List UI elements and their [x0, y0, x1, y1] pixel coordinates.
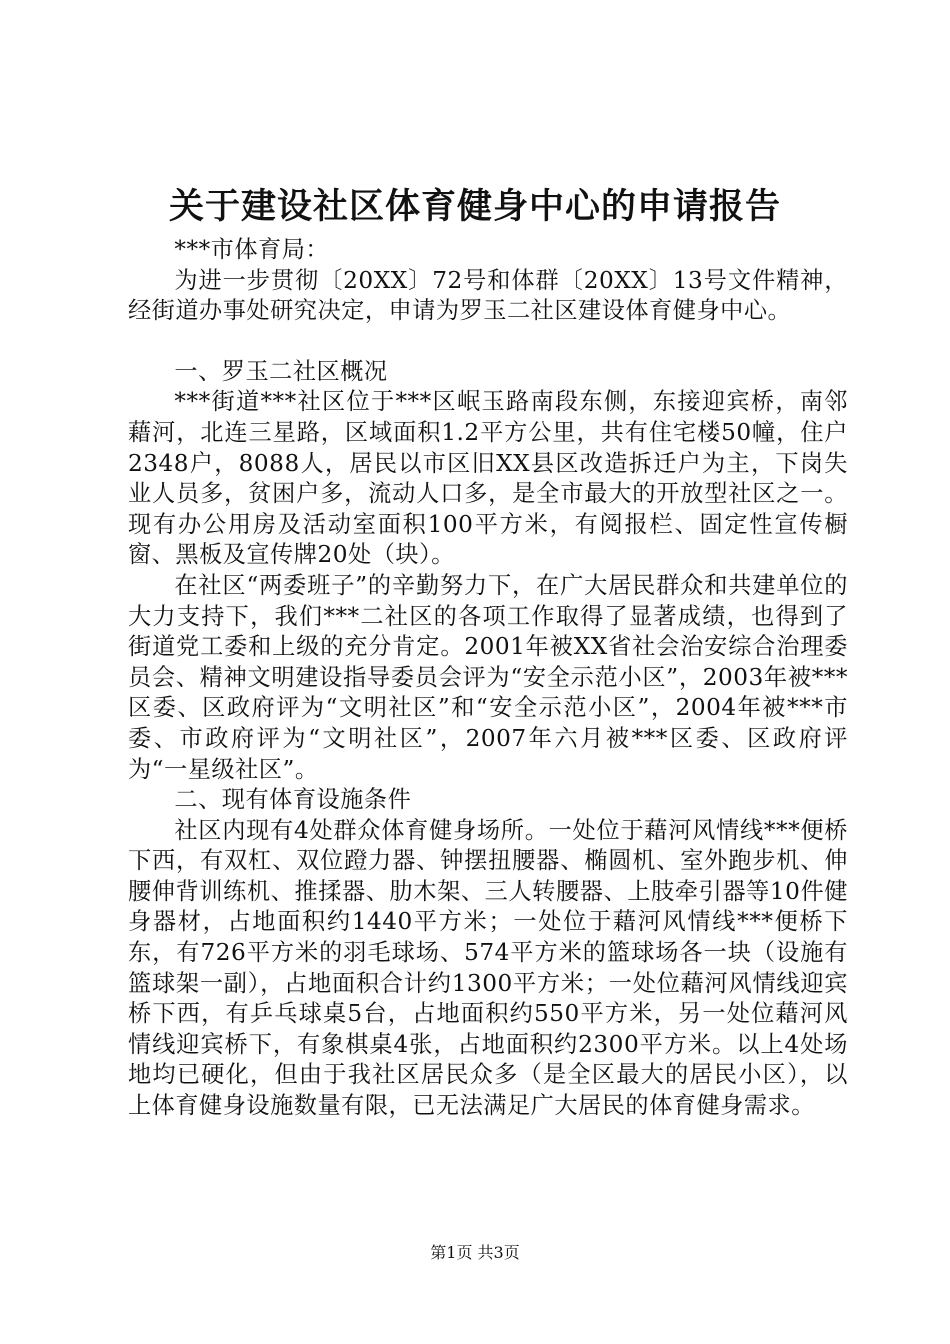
- paragraph-facilities: 社区内现有4处群众体育健身场所。一处位于藉河风情线***便桥下西，有双杠、双位蹬力器、钟摆扭腰器、椭圆机、室外跑步机、伸腰伸背训练机、推揉器、肋木架、三人转腰器、上肢牵引器等10件健身器材，占地面积约1440平方米；一处位于藉河风情线***便桥下东，有726平方米的羽毛球场、574平方米的篮球场各一块（设施有篮球架一副），占地面积合计约1300平方米；一处位藉河风情线迎宾桥下西，有乒乓球桌5台，占地面积约550平方米，另一处位藉河风情线迎宾桥下，有象棋桌4张，占地面积约2300平方米。以上4处场地均已硬化，但由于我社区居民众多（是全区最大的居民小区），以上体育健身设施数量有限，已无法满足广大居民的体育健身需求。: [128, 816, 848, 1120]
- document-title: 关于建设社区体育健身中心的申请报告: [168, 186, 781, 227]
- page-footer: 第1页 共3页: [430, 1243, 520, 1262]
- section-heading-2: 二、现有体育设施条件: [174, 786, 412, 814]
- section-heading-1: 一、罗玉二社区概况: [174, 357, 388, 385]
- paragraph-overview: ***街道***社区位于***区岷玉路南段东侧，东接迎宾桥，南邻藉河，北连三星路，区域面积1.2平方公里，共有住宅楼50幢，住户2348户，8088人，居民以市区旧XX县区改造拆迁户为主，下岗失业人员多，贫困户多，流动人口多，是全市最大的开放型社区之一。现有办公用房及活动室面积100平方米，有阅报栏、固定性宣传橱窗、黑板及宣传牌20处（块）。: [128, 388, 848, 569]
- paragraph-achievements: 在社区“两委班子”的辛勤努力下，在广大居民群众和共建单位的大力支持下，我们***二社区的各项工作取得了显著成绩，也得到了街道党工委和上级的充分肯定。2001年被XX省社会治安综合治理委员会、精神文明建设指导委员会评为“安全示范小区”，2003年被***区委、区政府评为“文明社区”和“安全示范小区”，2004年被***市委、市政府评为“文明社区”，2007年六月被***区委、区政府评为“一星级社区”。: [128, 571, 848, 783]
- paragraph-intro: 为进一步贯彻〔20XX〕72号和体群〔20XX〕13号文件精神，经街道办事处研究决定，申请为罗玉二社区建设体育健身中心。: [128, 266, 848, 325]
- salutation: ***市体育局：: [174, 236, 330, 263]
- document-body: [128, 235, 848, 1122]
